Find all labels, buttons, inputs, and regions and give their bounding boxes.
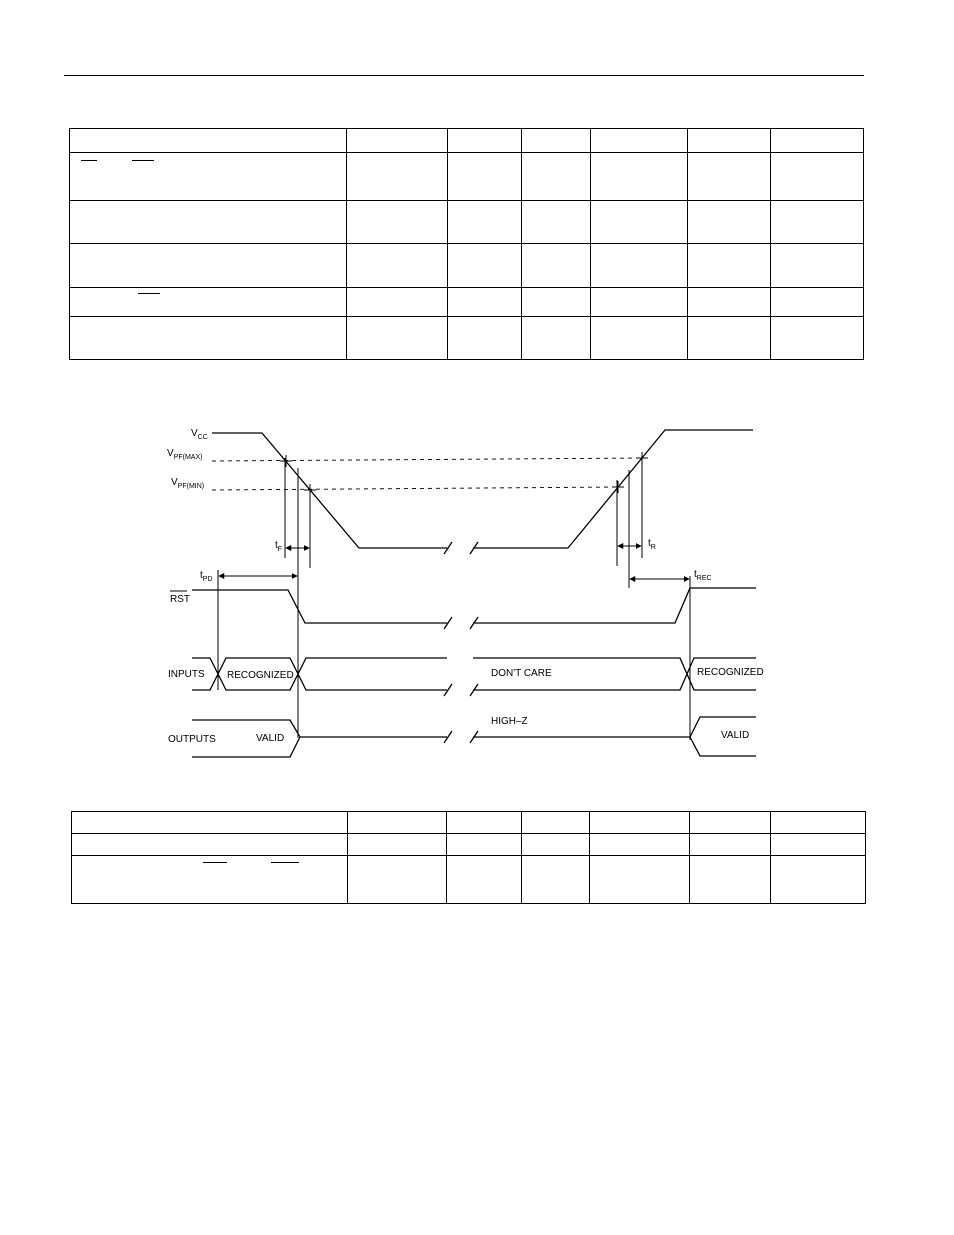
table-cell: [72, 834, 348, 856]
table-cell: [447, 856, 522, 904]
table-cell: [771, 834, 866, 856]
table-cell: [590, 856, 690, 904]
table-cell: [590, 834, 690, 856]
tr-label: $t_R$: [648, 538, 656, 551]
rst-waveform: [192, 588, 756, 629]
table-cell: [690, 856, 771, 904]
table-cell: [447, 834, 522, 856]
table-cell: [348, 834, 447, 856]
table-cell: [522, 834, 590, 856]
rst-label: RST: [170, 594, 190, 605]
timing-reference-lines: [218, 452, 690, 740]
table-cell: [522, 856, 590, 904]
vpf-min-threshold-line: [212, 487, 620, 490]
table-row: [72, 834, 866, 856]
high-z-state: HIGH–Z: [491, 716, 528, 727]
vpf-min-label: $V_{PF(MIN)}$: [171, 477, 205, 490]
outputs-valid-state: VALID: [256, 733, 285, 744]
vpf-max-threshold-line: [212, 458, 645, 461]
table-header-row: [72, 812, 866, 834]
vcc-waveform: [212, 430, 753, 554]
header-cell: [690, 812, 771, 834]
header-cell: [348, 812, 447, 834]
overline-mark: [271, 862, 299, 863]
header-cell: [590, 812, 690, 834]
outputs-valid-after-state: VALID: [721, 730, 750, 741]
inputs-recognized-state: RECOGNIZED: [227, 670, 294, 681]
tf-label: $t_F$: [275, 540, 283, 553]
table-row: [72, 856, 866, 904]
dont-care-state: DON'T CARE: [491, 668, 552, 679]
vpf-max-label: $V_{PF(MAX)}$: [167, 448, 203, 461]
tpd-label: $t_{PD}$: [200, 570, 213, 583]
inputs-recognized-after-state: RECOGNIZED: [697, 667, 764, 678]
vcc-label: $V_{CC}$: [191, 428, 208, 441]
overline-mark: [203, 862, 227, 863]
table-cell: [348, 856, 447, 904]
header-cell: [771, 812, 866, 834]
table-cell: [690, 834, 771, 856]
inputs-label: INPUTS: [168, 669, 205, 680]
header-cell: [522, 812, 590, 834]
table-cell: [771, 856, 866, 904]
trec-label: $t_{REC}$: [694, 569, 712, 582]
header-cell: [72, 812, 348, 834]
outputs-label: OUTPUTS: [168, 734, 216, 745]
bottom-spec-table: [71, 811, 866, 904]
header-cell: [447, 812, 522, 834]
